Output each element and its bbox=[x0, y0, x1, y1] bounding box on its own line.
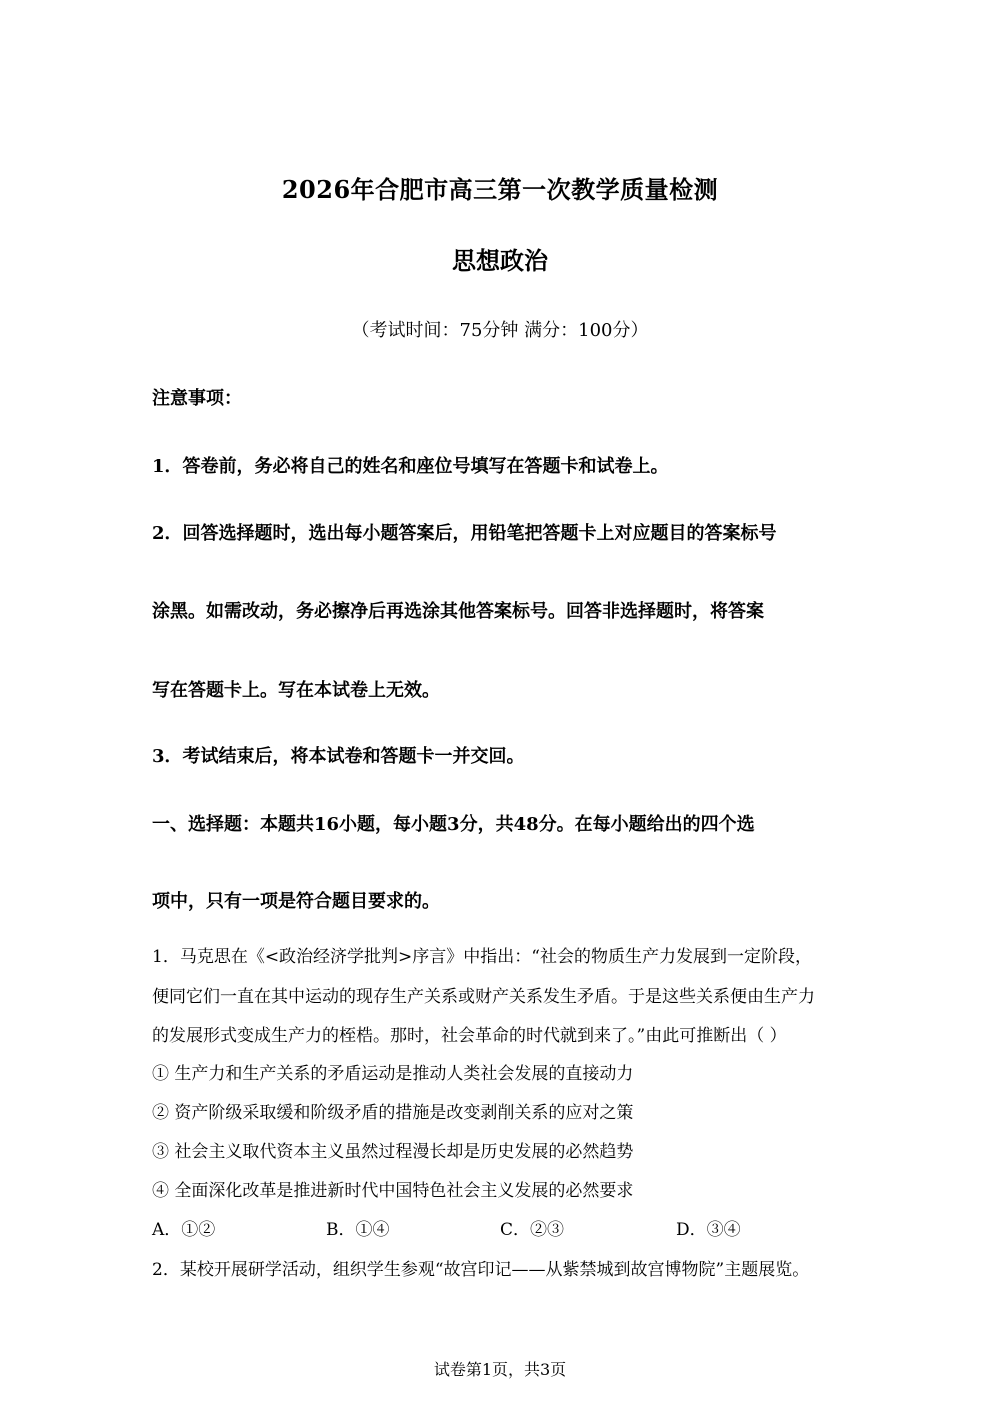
question-1-statement-2: ② 资产阶级采取缓和阶级矛盾的措施是改变剥削关系的应对之策 bbox=[152, 1103, 634, 1123]
question-1-statement-1: ① 生产力和生产关系的矛盾运动是推动人类社会发展的直接动力 bbox=[152, 1064, 634, 1084]
notice-item-2-line-1: 2．回答选择题时，选出每小题答案后，用铅笔把答题卡上对应题目的答案标号 bbox=[152, 523, 777, 544]
question-1-choice-c: C．②③ bbox=[500, 1220, 565, 1240]
notice-item-3: 3．考试结束后，将本试卷和答题卡一并交回。 bbox=[152, 746, 525, 767]
question-1-choice-a: A．①② bbox=[152, 1220, 216, 1240]
question-1-stem-line-1: 1．马克思在《<政治经济学批判>序言》中指出：“社会的物质生产力发展到一定阶段， bbox=[152, 947, 812, 967]
notice-item-2-line-3: 写在答题卡上。写在本试卷上无效。 bbox=[152, 680, 440, 701]
notice-item-2-line-2: 涂黑。如需改动，务必擦净后再选涂其他答案标号。回答非选择题时，将答案 bbox=[152, 601, 764, 622]
notice-item-1: 1．答卷前，务必将自己的姓名和座位号填写在答题卡和试卷上。 bbox=[152, 456, 669, 477]
question-1-stem-line-3: 的发展形式变成生产力的桎梏。那时，社会革命的时代就到来了。”由此可推断出（ ） bbox=[152, 1026, 787, 1046]
question-2-stem-line-1: 2．某校开展研学活动，组织学生参观“故宫印记——从紫禁城到故宫博物院”主题展览。 bbox=[152, 1260, 810, 1280]
question-1-choice-d: D．③④ bbox=[676, 1220, 741, 1240]
question-1-stem-line-2: 便同它们一直在其中运动的现存生产关系或财产关系发生矛盾。于是这些关系便由生产力 bbox=[152, 987, 815, 1007]
exam-info: （考试时间：75分钟 满分：100分） bbox=[351, 320, 649, 341]
section-heading-line-1: 一、选择题：本题共16小题，每小题3分，共48分。在每小题给出的四个选 bbox=[152, 814, 755, 835]
exam-title: 2026年合肥市高三第一次教学质量检测 bbox=[281, 175, 719, 204]
question-1-statement-4: ④ 全面深化改革是推进新时代中国特色社会主义发展的必然要求 bbox=[152, 1181, 634, 1201]
question-1-choice-b: B．①④ bbox=[326, 1220, 390, 1240]
question-1-statement-3: ③ 社会主义取代资本主义虽然过程漫长却是历史发展的必然趋势 bbox=[152, 1142, 634, 1162]
notice-heading: 注意事项： bbox=[152, 388, 242, 409]
page-footer: 试卷第1页，共3页 bbox=[433, 1360, 567, 1379]
section-heading-line-2: 项中，只有一项是符合题目要求的。 bbox=[152, 891, 440, 912]
subject-title: 思想政治 bbox=[452, 246, 548, 275]
